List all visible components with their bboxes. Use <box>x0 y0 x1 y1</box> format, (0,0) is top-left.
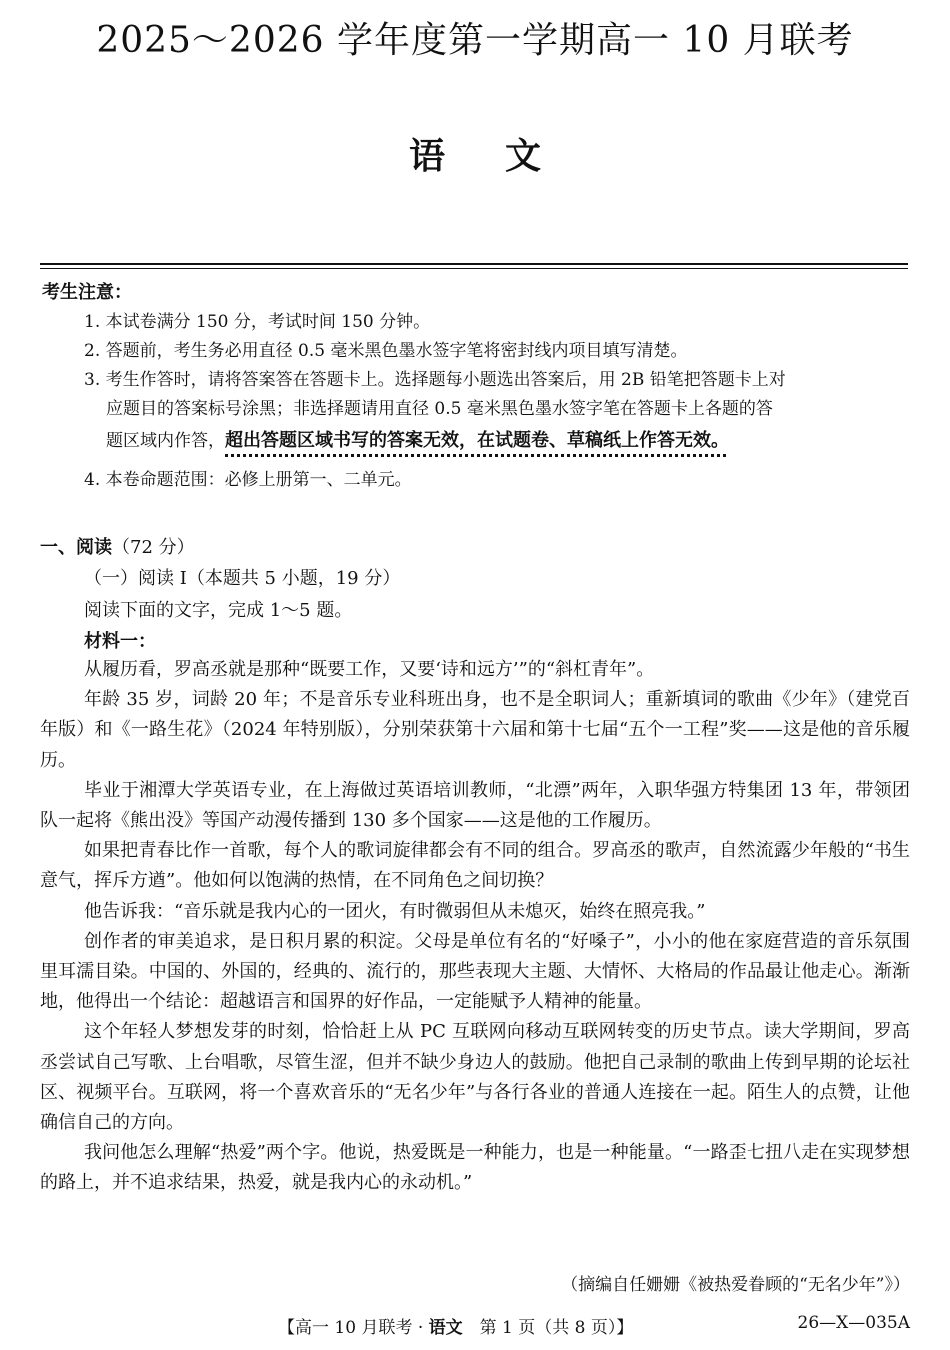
passage-paragraph: 创作者的审美追求，是日积月累的积淀。父母是单位有名的“好嗓子”，小小的他在家庭营造的音乐氛围里耳濡目染。中国的、外国的，经典的、流行的，那些表现大主题、大情怀、大格局的作品最让他走心。渐渐地，他得出一个结论：超越语言和国界的好作品，一定能赋予人精神的能量。 <box>40 930 910 1013</box>
notice-item-1: 1. 本试卷满分 150 分，考试时间 150 分钟。 <box>84 312 431 332</box>
header-rule-thin <box>40 268 908 269</box>
header-rule-thick <box>40 263 908 265</box>
notice-item-3-emphasis: 超出答题区域书写的答案无效，在试题卷、草稿纸上作答无效。 <box>225 430 729 451</box>
passage-paragraph: 年龄 35 岁，词龄 20 年；不是音乐专业科班出身，也不是全职词人；重新填词的歌曲《少年》（建党百年版）和《一路生花》（2024 年特别版），分别荣获第十六届和第十七届“五个一工程”奖——这是他的音乐履历。 <box>40 689 910 771</box>
passage-source: （摘编自任姗姗《被热爱眷顾的“无名少年”》） <box>561 1275 910 1295</box>
footer-label-prefix: 【高一 10 月联考 · <box>278 1318 429 1338</box>
section-heading-score: （72 分） <box>112 537 195 558</box>
subject-title: 语文 <box>408 136 601 177</box>
notice-item-2: 2. 答题前，考生务必用直径 0.5 毫米黑色墨水签字笔将密封线内项目填写清楚。 <box>84 341 688 361</box>
reading-instruction: 阅读下面的文字，完成 1～5 题。 <box>84 600 353 621</box>
notice-item-4: 4. 本卷命题范围：必修上册第一、二单元。 <box>84 470 412 490</box>
sub-section-heading: （一）阅读 Ⅰ（本题共 5 小题，19 分） <box>84 568 401 589</box>
section-heading <box>40 533 195 559</box>
passage-paragraph: 这个年轻人梦想发芽的时刻，恰恰赶上从 PC 互联网向移动互联网转变的历史节点。读大学期间，罗高丞尝试自己写歌、上台唱歌，尽管生涩，但并不缺少身边人的鼓励。他把自己录制的歌曲上传到早期的论坛社区、视频平台。互联网，将一个喜欢音乐的“无名少年”与各行各业的普通人连接在一起。陌生人的点赞，让他确信自己的方向。 <box>40 1021 910 1134</box>
passage-paragraph: 我问他怎么理解“热爱”两个字。他说，热爱既是一种能力，也是一种能量。“一路歪七扭八走在实现梦想的路上，并不追求结果，热爱，就是我内心的永动机。” <box>40 1142 910 1194</box>
section-heading-label: 一、阅读 <box>40 537 112 558</box>
footer-page-number: 第 1 页（共 8 页）】 <box>462 1318 634 1338</box>
notice-item-3-line-3 <box>84 426 910 456</box>
passage-paragraph: 从履历看，罗高丞就是那种“既要工作，又要‘诗和远方’”的“斜杠青年”。 <box>84 659 655 680</box>
exam-title: 2025～2026 学年度第一学期高一 10 月联考 <box>96 20 854 61</box>
passage-paragraph: 如果把青春比作一首歌，每个人的歌词旋律都会有不同的组合。罗高丞的歌声，自然流露少年般的“书生意气，挥斥方遒”。他如何以饱满的热情，在不同角色之间切换？ <box>40 840 910 892</box>
notice-item-3-plain: 题区域内作答， <box>106 431 225 451</box>
footer-paper-code: 26—X—035A <box>797 1313 910 1333</box>
passage-paragraph: 毕业于湘潭大学英语专业，在上海做过英语培训教师，“北漂”两年，入职华强方特集团 13 年，带领团队一起将《熊出没》等国产动漫传播到 130 多个国家——这是他的工作履历。 <box>40 779 910 832</box>
footer-subject: 语文 <box>428 1318 463 1338</box>
notice-item-3-line-1: 3. 考生作答时，请将答案答在答题卡上。选择题每小题选出答案后，用 2B 铅笔把答题卡上对 <box>84 370 786 390</box>
material-label: 材料一： <box>84 631 156 652</box>
notice-heading: 考生注意： <box>42 282 132 303</box>
passage-paragraph: 他告诉我：“音乐就是我内心的一团火，有时微弱但从未熄灭，始终在照亮我。” <box>84 900 706 922</box>
footer-label <box>278 1313 633 1338</box>
passage <box>40 655 910 1199</box>
notice-item-3-line-2: 应题目的答案标号涂黑；非选择题请用直径 0.5 毫米黑色墨水签字笔在答题卡上各题的答 <box>106 399 773 419</box>
